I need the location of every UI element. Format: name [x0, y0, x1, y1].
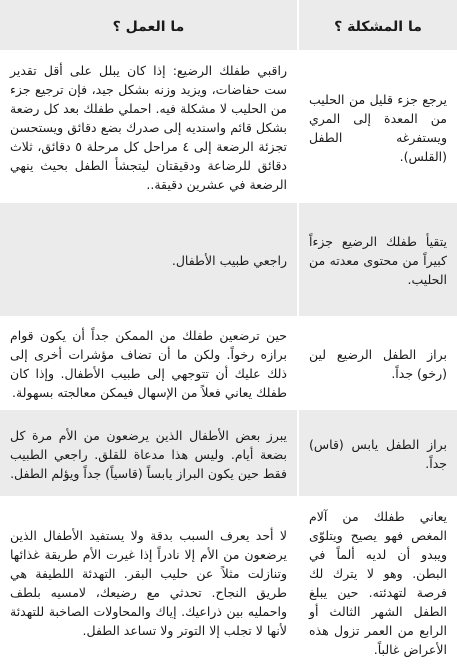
row-2-action-text: راجعي طبيب الأطفال.	[171, 253, 287, 268]
row-5-problem	[297, 496, 457, 668]
row-2-problem-text: يتقيأ طفلك الرضيع جزءاً كبيراً من محتوى معدته من الحليب.	[309, 234, 447, 287]
row-4-problem	[297, 410, 457, 496]
header-problem-label: ما المشكلة ؟	[334, 19, 422, 35]
row-1-problem	[297, 50, 457, 203]
header-action-label: ما العمل ؟	[112, 19, 185, 35]
header-action	[0, 0, 297, 50]
row-5-action-text: لا أحد يعرف السبب بدقة ولا يستفيد الأطفال الذين يرضعون من الأم إلا نادراً إذا غيرت الأم طريقة غذائها وتنازلت مثلاً عن حليب البقر. التهدئة اللطيفة هي طريق النجاح. تحدثي مع رضيعك، لامسيه بلطف واحمليه بين ذراعيك. إياك والمحاولات الصاخبة للتهدئة لأنها لا تجلب إلا التوتر ولا تساعد الطفل.	[10, 528, 287, 638]
row-1-action	[0, 50, 297, 203]
row-3-action	[0, 316, 297, 410]
header-problem	[297, 0, 457, 50]
row-4-action	[0, 410, 297, 496]
row-1-action-text: راقبي طفلك الرضيع: إذا كان يبلل على أقل تقدير ست حفاضات، ويزيد وزنه بشكل جيد، فإن ترجيع جزء من الحليب لا مشكلة فيه. احملي طفلك بعد كل رضعة بشكل قائم واسنديه إلى صدرك بضع دقائق ويستحسن تجزئة الرضعة إلى ٤ مراحل كل مرحلة ٥ دقائق، ثلاث دقائق للرضاعة ودقيقتان ليتجشأ الطفل بحيث ينهي الرضعة في عشرين دقيقة..	[10, 63, 287, 192]
row-4-action-text: يبرز بعض الأطفال الذين يرضعون من الأم مرة كل بضعة أيام. وليس هذا مدعاة للقلق. راجعي الطبيب فقط حين يكون البراز يابساً (قاسياً) جداً ويؤلم الطفل.	[10, 427, 287, 481]
row-2-action	[0, 203, 297, 316]
row-3-action-text: حين ترضعين طفلك من الممكن جداً أن يكون قوام برازه رخواً. ولكن ما أن تضاف مؤشرات أخرى إلى ذلك عليك أن تتوجهي إلى طبيب الأطفال. وإذا كان طفلك يعاني فعلاً من الإسهال فيمكن معالجته بسهولة.	[10, 328, 287, 400]
row-5-action	[0, 496, 297, 668]
row-3-problem-text: براز الطفل الرضيع لين (رخو) جداً.	[309, 347, 447, 381]
row-5-problem-text: يعاني طفلك من آلام المغص فهو يصيح ويتلوّى ويبدو أن لديه ألماً في البطن. وهو لا يترك لك فرصة لتهدئته. حين يبلغ الطفل الشهر الثالث أو الرابع من العمر تزول هذه الأعراض غالباً.	[309, 509, 447, 657]
row-3-problem	[297, 316, 457, 410]
row-4-problem-text: براز الطفل يابس (قاس) جداً.	[309, 437, 447, 471]
row-1-problem-text: يرجع جزء قليل من الحليب من المعدة إلى المري ويستفرغه الطفل (القلس).	[309, 91, 447, 164]
row-2-problem	[297, 203, 457, 316]
